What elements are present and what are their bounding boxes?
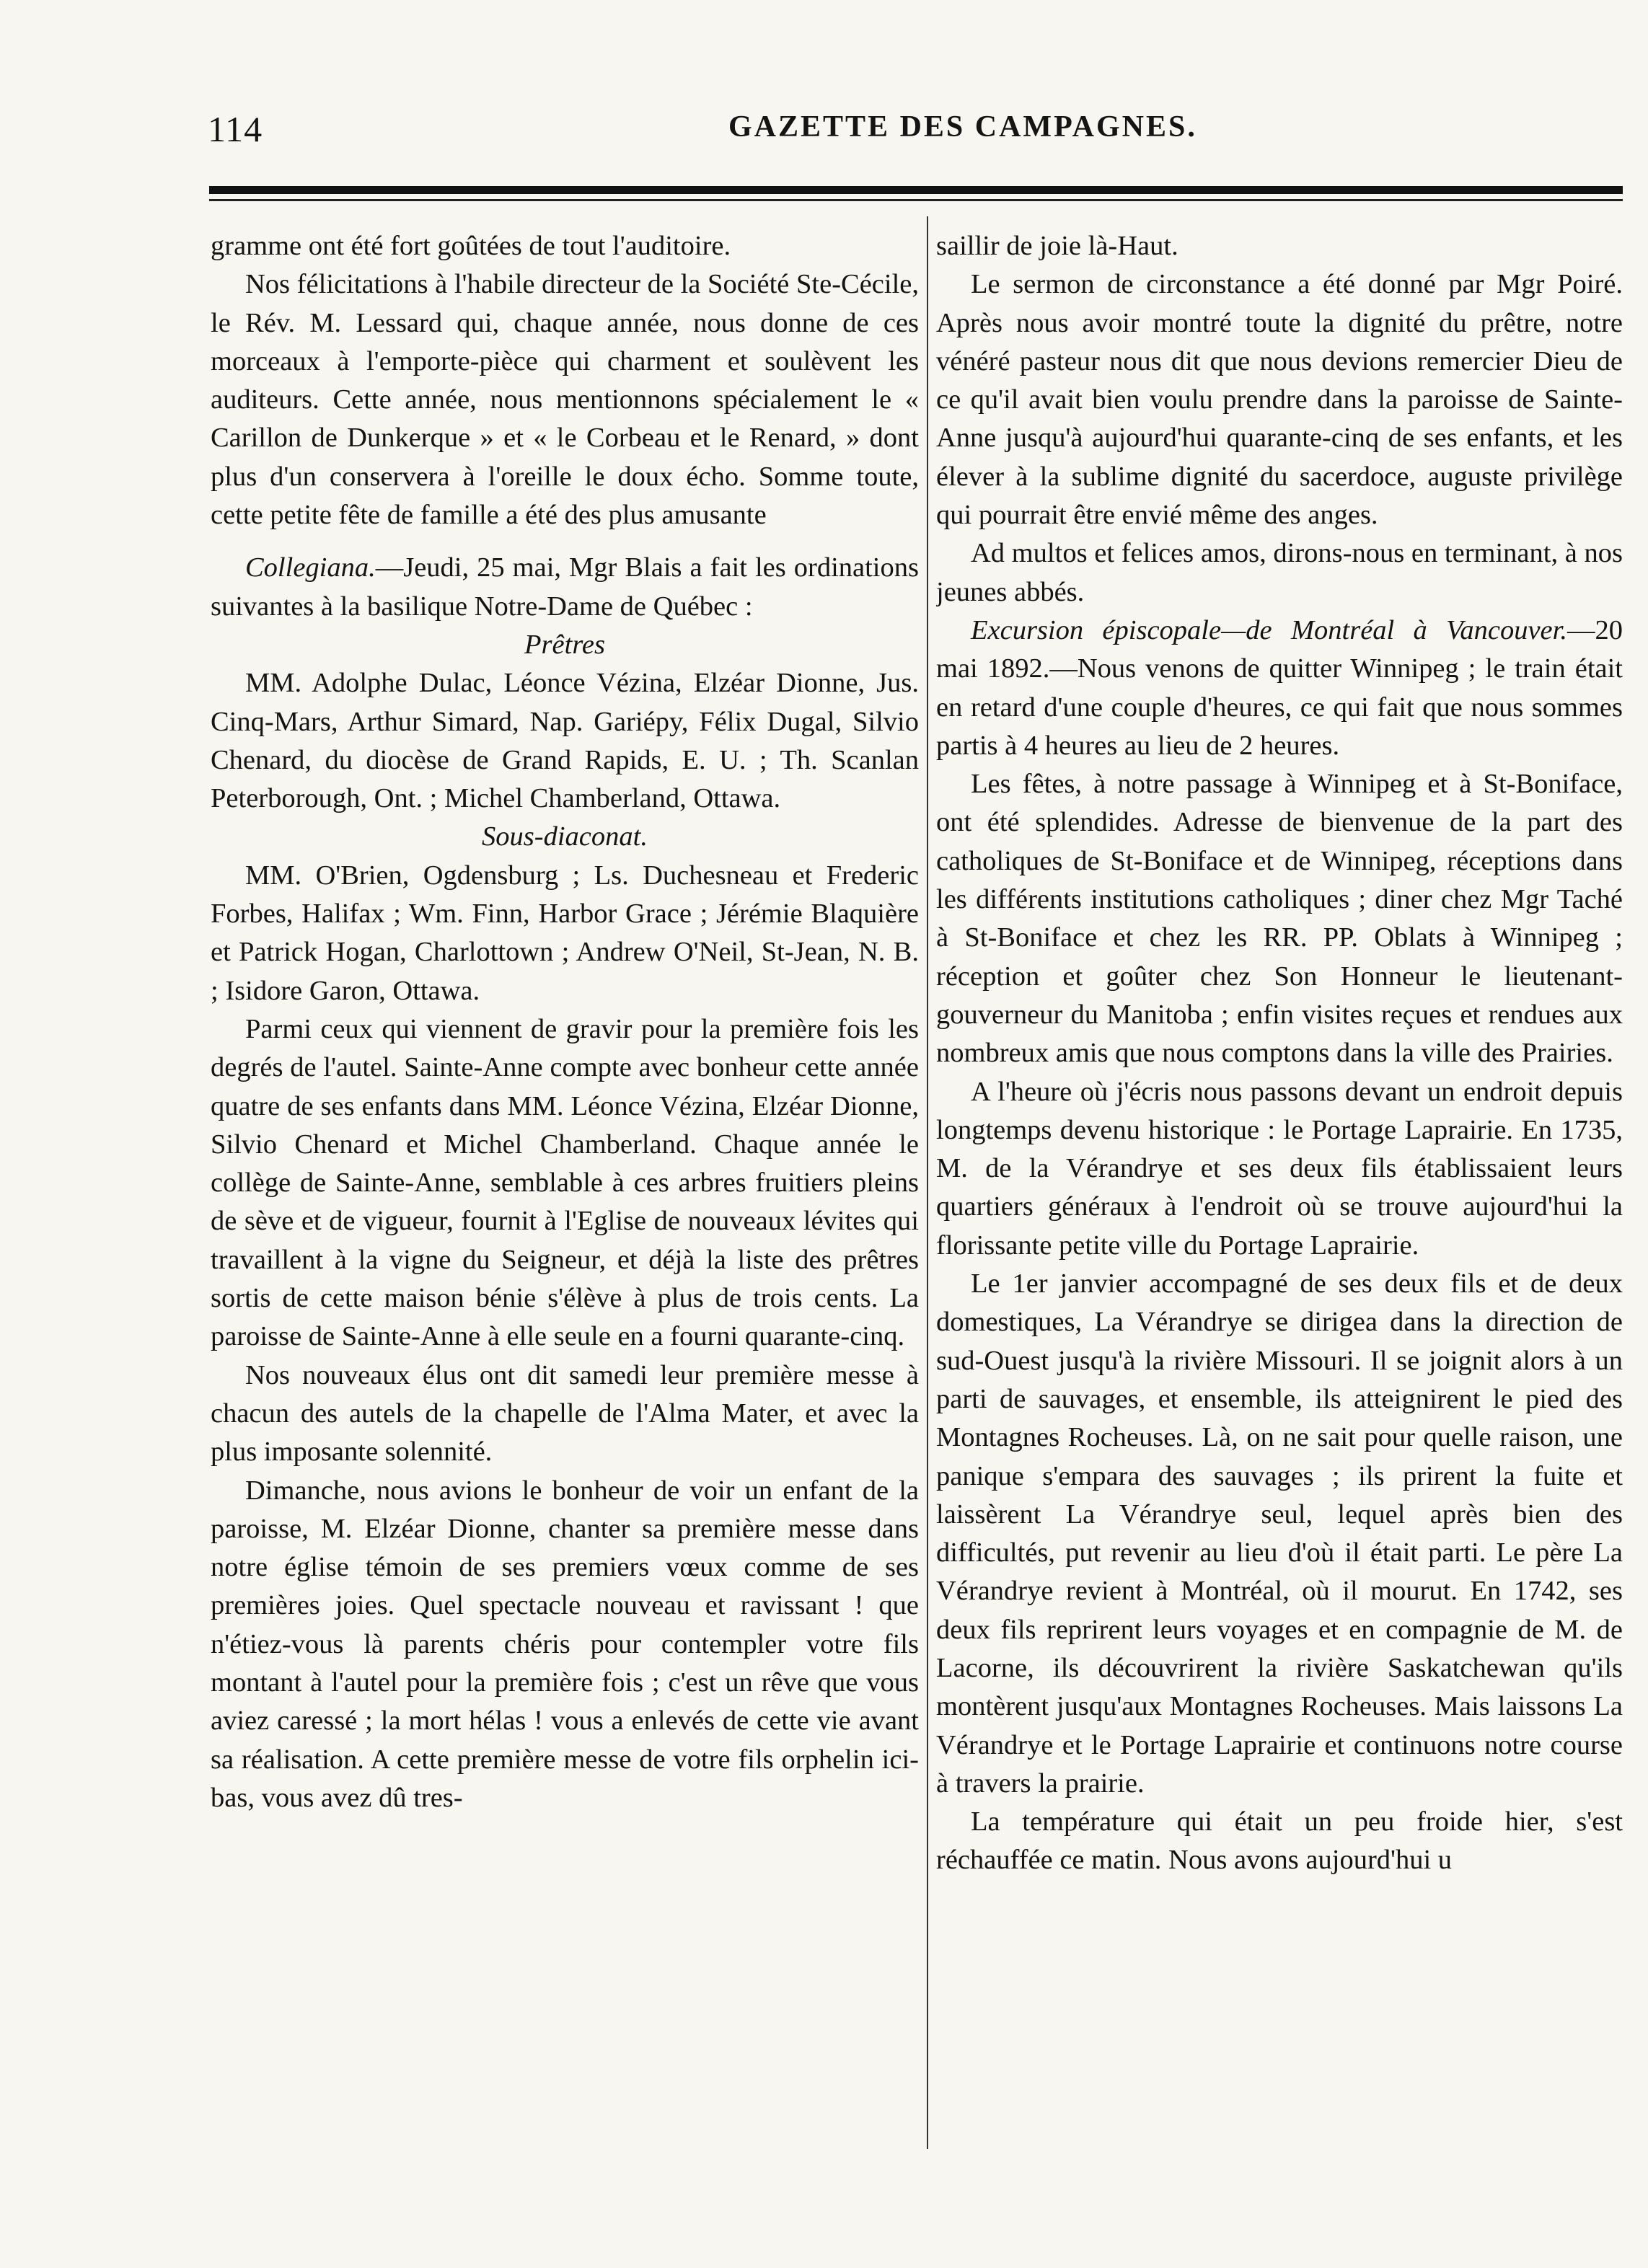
page-header xyxy=(0,108,1648,159)
page-title: GAZETTE DES CAMPAGNES. xyxy=(728,110,1197,144)
right-column xyxy=(936,227,1623,2153)
paragraph: Dimanche, nous avions le bonheur de voir un enfant de la paroisse, M. Elzéar Dionne, chanter sa première messe dans notre église témoin de ses premiers vœux comme de ses premières joies. Quel spectacle nouveau et ravissant ! que n'étiez-vous là parents chéris pour contempler votre fils montant à l'autel pour la première fois ; c'est un rêve que vous aviez caressé ; la mort hélas ! vous a enlevés de cette vie avant sa réalisation. A cette première messe de votre fils orphelin ici-bas, vous avez dû tres- xyxy=(211,1475,919,1813)
header-rule-thick xyxy=(209,186,1623,194)
paragraph: Nos félicitations à l'habile directeur de la Société Ste-Cécile, le Rév. M. Lessard qui, chaque année, nous donne de ces morceaux à l'emporte-pièce qui charment et soulèvent les auditeurs. Cette année, nous mentionnons spécialement le « Carillon de Dunkerque » et « le Corbeau et le Renard, » dont plus d'un conservera à l'oreille le doux écho. Somme toute, cette petite fête de famille a été des plus amusante xyxy=(211,269,919,531)
paragraph: Parmi ceux qui viennent de gravir pour la première fois les degrés de l'autel. Sainte-Anne compte avec bonheur cette année quatre de ses enfants dans MM. Léonce Vézina, Elzéar Dionne, Silvio Chenard et Michel Chamberland. Chaque année le collège de Sainte-Anne, semblable à ces arbres fruitiers pleins de sève et de vigueur, fournit à l'Eglise de nouveaux lévites qui travaillent à la vigne du Seigneur, et déjà la liste des prêtres sortis de cette maison bénie s'élève à plus de trois cents. La paroisse de Sainte-Anne à elle seule en a fourni quarante-cinq. xyxy=(211,1013,919,1352)
section-lead: Excursion épiscopale—de Montréal à Vancouver. xyxy=(971,614,1567,645)
paragraph: Le 1er janvier accompagné de ses deux fils et de deux domestiques, La Vérandrye se dirigea dans la direction de sud-Ouest jusqu'à la rivière Missouri. Il se joignit alors à un parti de sauvages, et ensemble, ils atteignirent le pied des Montagnes Rocheuses. Là, on ne sait pour quelle raison, une panique s'empara des sauvages ; ils prirent la fuite et laissèrent La Vérandrye seul, lequel après bien des difficultés, put revenir au lieu d'où il était parti. Le père La Vérandrye revient à Montréal, où il mourut. En 1742, ses deux fils reprirent leurs voyages et en compagnie de M. de Lacorne, ils découvrirent la rivière Saskatchewan qu'ils montèrent jusqu'aux Montagnes Rocheuses. Mais laissons La Vérandrye et le Portage Laprairie et continuons notre course à travers la prairie. xyxy=(936,1268,1623,1799)
paragraph: A l'heure où j'écris nous passons devant un endroit depuis longtemps devenu historique : le Portage Laprairie. En 1735, M. de la Vérandrye et ses deux fils établissaient leurs quartiers généraux à l'endroit où se trouve aujourd'hui la florissante petite ville du Portage Laprairie. xyxy=(936,1076,1623,1261)
paragraph: saillir de joie là-Haut. xyxy=(936,231,1178,261)
header-rule-thin xyxy=(209,199,1623,201)
section-text: —20 mai 1892.—Nous venons de quitter Winnipeg ; le train était en retard d'une couple d'heures, ce qui fait que nous sommes partis à 4 heures au lieu de 2 heures. xyxy=(936,614,1623,761)
column-divider xyxy=(927,216,928,2149)
paragraph: La température qui était un peu froide hier, s'est réchauffée ce matin. Nous avons aujourd'hui u xyxy=(936,1806,1623,1876)
paragraph xyxy=(936,612,1623,765)
section-subheading: Prêtres xyxy=(524,629,605,660)
paragraph: Le sermon de circonstance a été donné par Mgr Poiré. Après nous avoir montré toute la dignité du prêtre, notre vénéré pasteur nous dit que nous devions remercier Dieu de ce qu'il avait bien voulu prendre dans la paroisse de Sainte-Anne jusqu'à aujourd'hui quarante-cinq de ses enfants, et les élever à la sublime dignité du sacerdoce, auguste privilège qui pourrait être envié même des anges. xyxy=(936,269,1623,531)
left-column xyxy=(211,227,919,2153)
section-lead: Collegiana. xyxy=(245,552,376,583)
page-number: 114 xyxy=(208,109,263,149)
section-subheading: Sous-diaconat. xyxy=(482,821,648,852)
paragraph: MM. O'Brien, Ogdensburg ; Ls. Duchesneau et Frederic Forbes, Halifax ; Wm. Finn, Harbor Grace ; Jérémie Blaquière et Patrick Hogan, Charlottown ; Andrew O'Neil, St-Jean, N. B. ; Isidore Garon, Ottawa. xyxy=(211,860,919,1006)
section-text: —Jeudi, 25 mai, Mgr Blais a fait les ordinations suivantes à la basilique Notre-Dame de Québec : xyxy=(211,552,919,622)
paragraph: Les fêtes, à notre passage à Winnipeg et à St-Boniface, ont été splendides. Adresse de bienvenue de la part des catholiques de St-Boniface et de Winnipeg, réceptions dans les différents institutions catholiques ; diner chez Mgr Taché à St-Boniface et chez les RR. PP. Oblats à Winnipeg ; réception et goûter chez Son Honneur le lieutenant-gouverneur du Manitoba ; enfin visites reçues et rendues aux nombreux amis que nous comptons dans la ville des Prairies. xyxy=(936,769,1623,1069)
paragraph: Nos nouveaux élus ont dit samedi leur première messe à chacun des autels de la chapelle de l'Alma Mater, et avec la plus imposante solennité. xyxy=(211,1359,919,1468)
paragraph: Ad multos et felices amos, dirons-nous en terminant, à nos jeunes abbés. xyxy=(936,538,1623,607)
paragraph xyxy=(211,549,919,626)
paragraph: MM. Adolphe Dulac, Léonce Vézina, Elzéar Dionne, Jus. Cinq-Mars, Arthur Simard, Nap. Gariépy, Félix Dugal, Silvio Chenard, du diocèse de Grand Rapids, E. U. ; Th. Scanlan Peterborough, Ont. ; Michel Chamberland, Ottawa. xyxy=(211,668,919,814)
paragraph: gramme ont été fort goûtées de tout l'auditoire. xyxy=(211,231,731,261)
